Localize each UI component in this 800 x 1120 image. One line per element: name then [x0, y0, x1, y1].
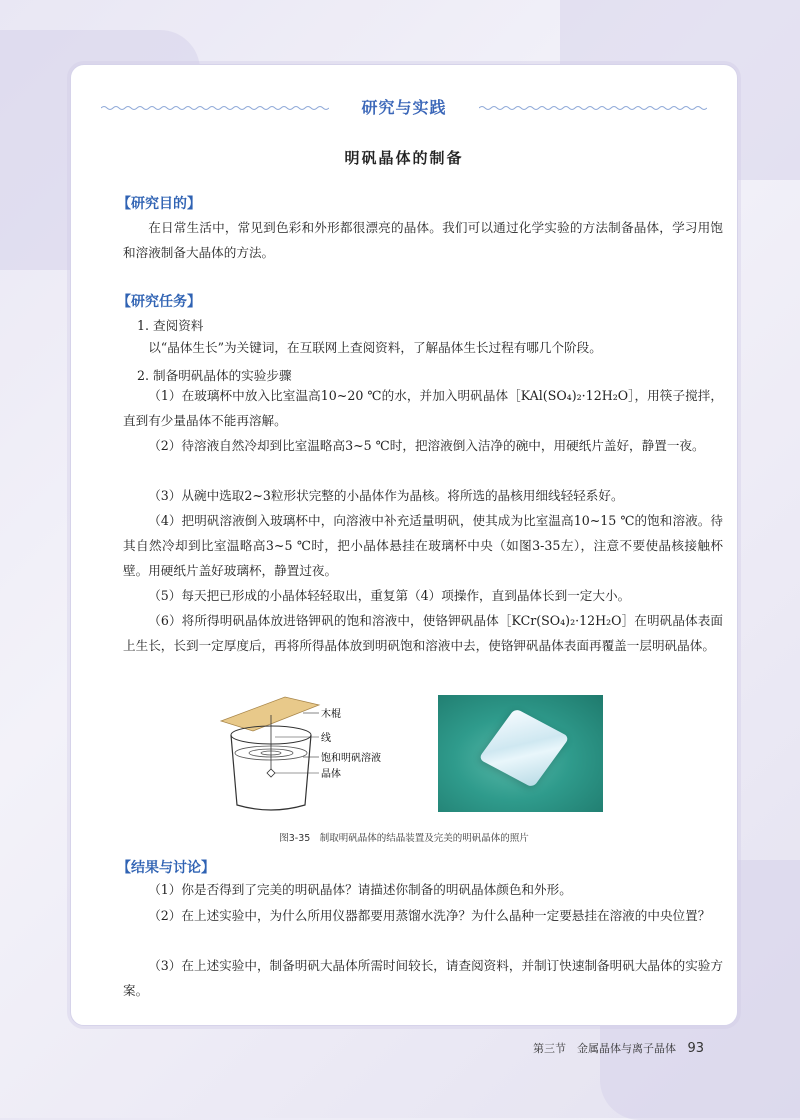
discussion-item-1: （1）你是否得到了完美的明矾晶体？请描述你制备的明矾晶体颜色和外形。	[148, 882, 572, 897]
label-solution: 饱和明矾溶液	[321, 753, 381, 764]
chapter-label: 第三节 金属晶体与离子晶体	[532, 1042, 676, 1055]
step-2: （2）待溶液自然冷却到比室温略高3~5 ℃时，把溶液倒入洁净的碗中，用硬纸片盖好，静置一夜。	[148, 438, 705, 453]
discussion-item-3: （3）在上述实验中，制备明矾大晶体所需时间较长，请查阅资料，并制订快速制备明矾大晶体的实验方案。	[123, 958, 723, 998]
page-number: 93	[687, 1041, 704, 1056]
section-header	[101, 95, 707, 119]
step-6: （6）将所得明矾晶体放进铬钾矾的饱和溶液中，使铬钾矾晶体［KCr(SO₄)₂·12H₂O］在明矾晶体表面上生长，长到一定厚度后，再将所得晶体放到明矾饱和溶液中去，使铬钾矾晶体表面再覆盖一层明矾晶体。	[123, 613, 723, 653]
step-3: （3）从碗中选取2~3粒形状完整的小晶体作为晶核。将所选的晶核用细线轻轻系好。	[148, 488, 624, 503]
discussion-item-2: （2）在上述实验中，为什么所用仪器都要用蒸馏水洗净？为什么晶种一定要悬挂在溶液的中央位置？	[148, 908, 711, 923]
wave-divider-right	[479, 105, 707, 111]
step-5: （5）每天把已形成的小晶体轻轻取出，重复第（4）项操作，直到晶体长到一定大小。	[148, 588, 631, 603]
task-item-1-title: 1. 查阅资料	[137, 318, 204, 333]
header-title: 研究与实践	[361, 98, 447, 117]
task-heading: 【研究任务】	[117, 294, 201, 310]
alum-crystal	[478, 708, 570, 788]
task-item-1-text: 以“晶体生长”为关键词，在互联网上查阅资料，了解晶体生长过程有哪几个阶段。	[148, 340, 602, 355]
purpose-heading: 【研究目的】	[117, 196, 201, 212]
task-item-2-title: 2. 制备明矾晶体的实验步骤	[137, 368, 292, 383]
page-title: 明矾晶体的制备	[344, 149, 464, 167]
step-1: （1）在玻璃杯中放入比室温高10~20 ℃的水，并加入明矾晶体［KAl(SO₄)₂·12H₂O］，用筷子搅拌，直到有少量晶体不能再溶解。	[123, 388, 723, 428]
alum-crystal-photo	[438, 695, 603, 812]
page-footer	[533, 1040, 704, 1056]
textbook-page	[70, 64, 738, 1026]
label-crystal: 晶体	[321, 769, 341, 780]
crystallization-apparatus-diagram	[207, 693, 387, 823]
label-stick: 木棍	[321, 709, 341, 720]
seed-crystal	[267, 769, 275, 777]
purpose-text: 在日常生活中，常见到色彩和外形都很漂亮的晶体。我们可以通过化学实验的方法制备晶体，学习用饱和溶液制备大晶体的方法。	[123, 220, 723, 260]
discussion-heading: 【结果与讨论】	[117, 860, 215, 876]
label-thread: 线	[321, 733, 331, 744]
step-4: （4）把明矾溶液倒入玻璃杯中，向溶液中补充适量明矾，使其成为比室温高10~15 ℃的饱和溶液。待其自然冷却到比室温略高3~5 ℃时，把小晶体悬挂在玻璃杯中央（如图3-35左），注意不要使晶核接触杯壁。用硬纸片盖好玻璃杯，静置过夜。	[123, 513, 723, 578]
figure-caption: 图3-35 制取明矾晶体的结晶装置及完美的明矾晶体的照片	[279, 833, 529, 844]
